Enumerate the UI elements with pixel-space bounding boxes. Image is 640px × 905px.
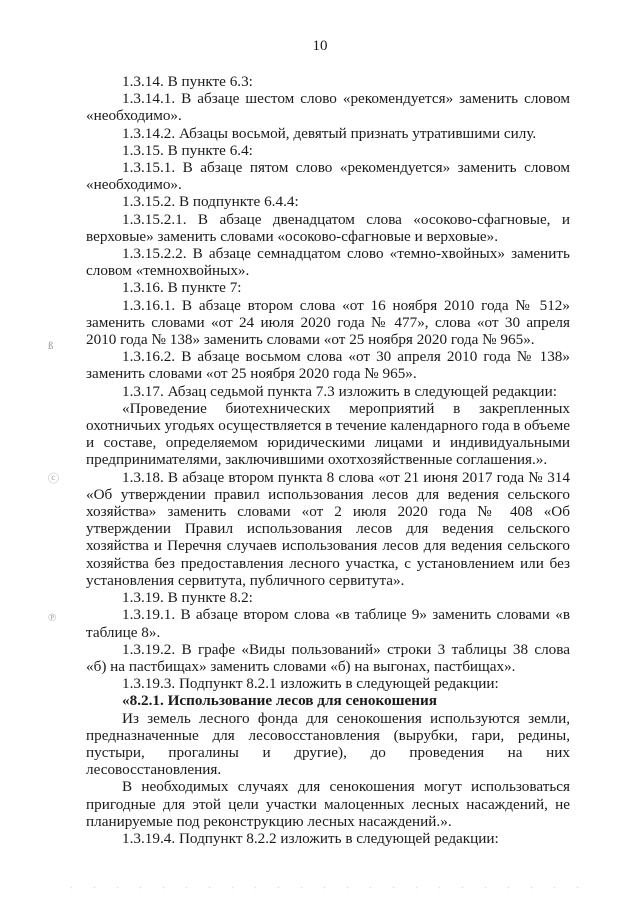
margin-scan-mark: ß bbox=[48, 340, 54, 352]
paragraph: 1.3.19.1. В абзаце втором слова «в таблице 9» заменить словами «в таблице 8». bbox=[86, 606, 570, 641]
paragraph: «Проведение биотехнических мероприятий в закрепленных охотничьих угодьях осуществляется в течение календарного года в объеме и составе, определяемом юридическими лицами и индивидуальными предпринимателями, заключившими охотхозяйственные соглашения.». bbox=[86, 399, 570, 469]
paragraph: Из земель лесного фонда для сенокошения используются земли, предназначенные для лесовосстановления (вырубки, гари, редины, пустыри, прогалины и другие), до проведения на них лесовосстановления. bbox=[86, 709, 570, 779]
paragraph: 1.3.18. В абзаце втором пункта 8 слова «от 21 июня 2017 года № 314 «Об утверждении правил использования лесов для ведения сельского хозяйства» заменить словами «от 2 июля 2020 года № 408 «Об утверждении Правил использования лесов для ведения сельского хозяйства и Перечня случаев использования лесов для ведения сельского хозяйства без предоставления лесного участка, с установлением или без установления сервитута, публичного сервитута». bbox=[86, 468, 570, 589]
paragraph: 1.3.19.3. Подпункт 8.2.1 изложить в следующей редакции: bbox=[122, 675, 499, 693]
document-body bbox=[86, 73, 570, 847]
paragraph: 1.3.15.2.1. В абзаце двенадцатом слова «осоково-сфагновые, и верховые» заменить словами «осоково-сфагновые и верховые». bbox=[86, 210, 570, 245]
paragraph: 1.3.16.1. В абзаце втором слова «от 16 ноября 2010 года № 512» заменить словами «от 24 июля 2020 года № 477», слова «от 30 апреля 2010 года № 138» заменить словами «от 25 ноября 2020 года № 965». bbox=[86, 296, 570, 349]
paragraph: В необходимых случаях для сенокошения могут использоваться пригодные для этой цели участки малоценных лесных насаждений, не планируемые под реконструкцию лесных насаждений.». bbox=[86, 778, 570, 830]
paragraph: 1.3.19.2. В графе «Виды пользований» строки 3 таблицы 38 слова «б) на пастбищах» заменить словами «б) на выгонах, пастбищах». bbox=[86, 640, 570, 675]
paragraph: 1.3.15.2.2. В абзаце семнадцатом слово «темно-хвойных» заменить словом «темнохвойных». bbox=[86, 245, 570, 280]
margin-scan-mark: ⓒ bbox=[48, 473, 59, 485]
paragraph: 1.3.14.1. В абзаце шестом слово «рекомендуется» заменить словом «необходимо». bbox=[86, 90, 570, 125]
page-number: 10 bbox=[312, 38, 328, 54]
paragraph: 1.3.16. В пункте 7: bbox=[122, 279, 242, 297]
paragraph: 1.3.15.1. В абзаце пятом слово «рекомендуется» заменить словом «необходимо». bbox=[86, 159, 570, 194]
scan-noise bbox=[60, 884, 580, 894]
paragraph: 1.3.14.2. Абзацы восьмой, девятый признать утратившими силу. bbox=[122, 124, 537, 142]
paragraph: 1.3.19.4. Подпункт 8.2.2 изложить в следующей редакции: bbox=[122, 829, 499, 847]
paragraph: 1.3.17. Абзац седьмой пункта 7.3 изложить в следующей редакции: bbox=[122, 382, 557, 400]
margin-scan-mark: ℗ bbox=[48, 612, 57, 624]
paragraph: 1.3.14. В пункте 6.3: bbox=[122, 73, 253, 90]
section-heading: «8.2.1. Использование лесов для сенокошения bbox=[122, 692, 437, 710]
paragraph: 1.3.16.2. В абзаце восьмом слова «от 30 апреля 2010 года № 138» заменить словами «от 25 ноября 2020 года № 965». bbox=[86, 348, 570, 383]
paragraph: 1.3.15. В пункте 6.4: bbox=[122, 141, 253, 159]
paragraph: 1.3.19. В пункте 8.2: bbox=[122, 589, 253, 607]
paragraph: 1.3.15.2. В подпункте 6.4.4: bbox=[122, 193, 299, 211]
